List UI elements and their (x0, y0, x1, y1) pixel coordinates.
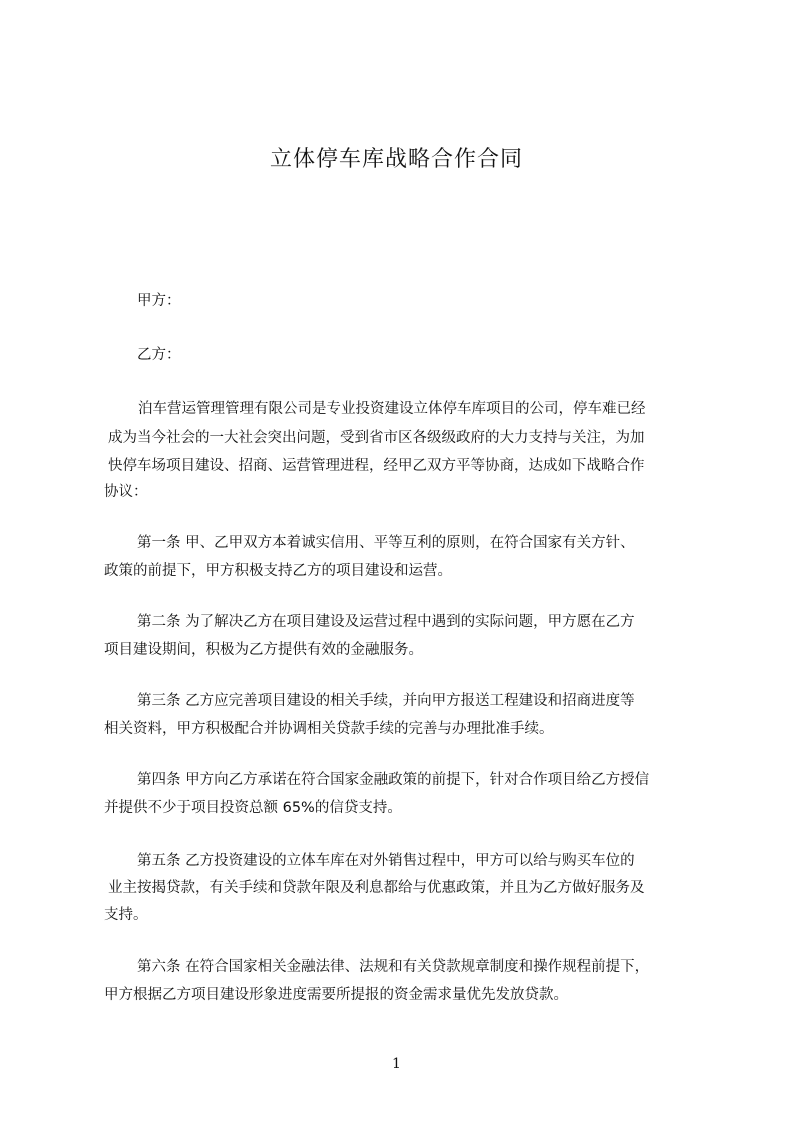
intro-line: 成为当今社会的一大社会突出问题，受到省市区各级级政府的大力支持与关注，为加 (108, 430, 645, 446)
intro-line: 泊车营运管理管理有限公司是专业投资建设立体停车库项目的公司，停车难已经 (138, 401, 646, 417)
party-b-label: 乙方： (137, 347, 181, 363)
article-line: 第一条 甲、乙甲双方本着诚实信用、平等互利的原则，在符合国家有关方针、 (137, 535, 635, 551)
article-line: 甲方根据乙方项目建设形象进度需要所提报的资金需求量优先发放贷款。 (104, 987, 568, 1003)
intro-line: 协议： (104, 484, 148, 500)
article-line: 相关资料，甲方积极配合并协调相关贷款手续的完善与办理批准手续。 (104, 721, 554, 737)
article-line: 第四条 甲方向乙方承诺在符合国家金融政策的前提下，针对合作项目给乙方授信 (137, 772, 650, 788)
article-line: 项目建设期间，积极为乙方提供有效的金融服务。 (104, 642, 423, 658)
page-title: 立体停车库战略合作合同 (269, 147, 523, 172)
article-line: 第五条 乙方投资建设的立体车库在对外销售过程中，甲方可以给与购买车位的 (137, 853, 635, 869)
article-line: 第二条 为了解决乙方在项目建设及运营过程中遇到的实际问题，甲方愿在乙方 (137, 614, 635, 630)
article-line: 政策的前提下，甲方积极支持乙方的项目建设和运营。 (104, 563, 452, 579)
article-line: 第三条 乙方应完善项目建设的相关手续，并向甲方报送工程建设和招商进度等 (137, 693, 635, 709)
intro-line: 快停车场项目建设、招商、运营管理进程，经甲乙双方平等协商，达成如下战略合作 (108, 458, 645, 474)
article-line: 业主按揭贷款，有关手续和贷款年限及利息都给与优惠政策，并且为乙方做好服务及 (108, 880, 645, 896)
page-number: 1 (392, 1056, 401, 1072)
article-line: 支持。 (104, 907, 148, 923)
party-a-label: 甲方： (137, 293, 181, 309)
article-line: 并提供不少于项目投资总额 65%的信贷支持。 (104, 800, 402, 816)
article-line: 第六条 在符合国家相关金融法律、法规和有关贷款规章制度和操作规程前提下， (137, 959, 650, 975)
